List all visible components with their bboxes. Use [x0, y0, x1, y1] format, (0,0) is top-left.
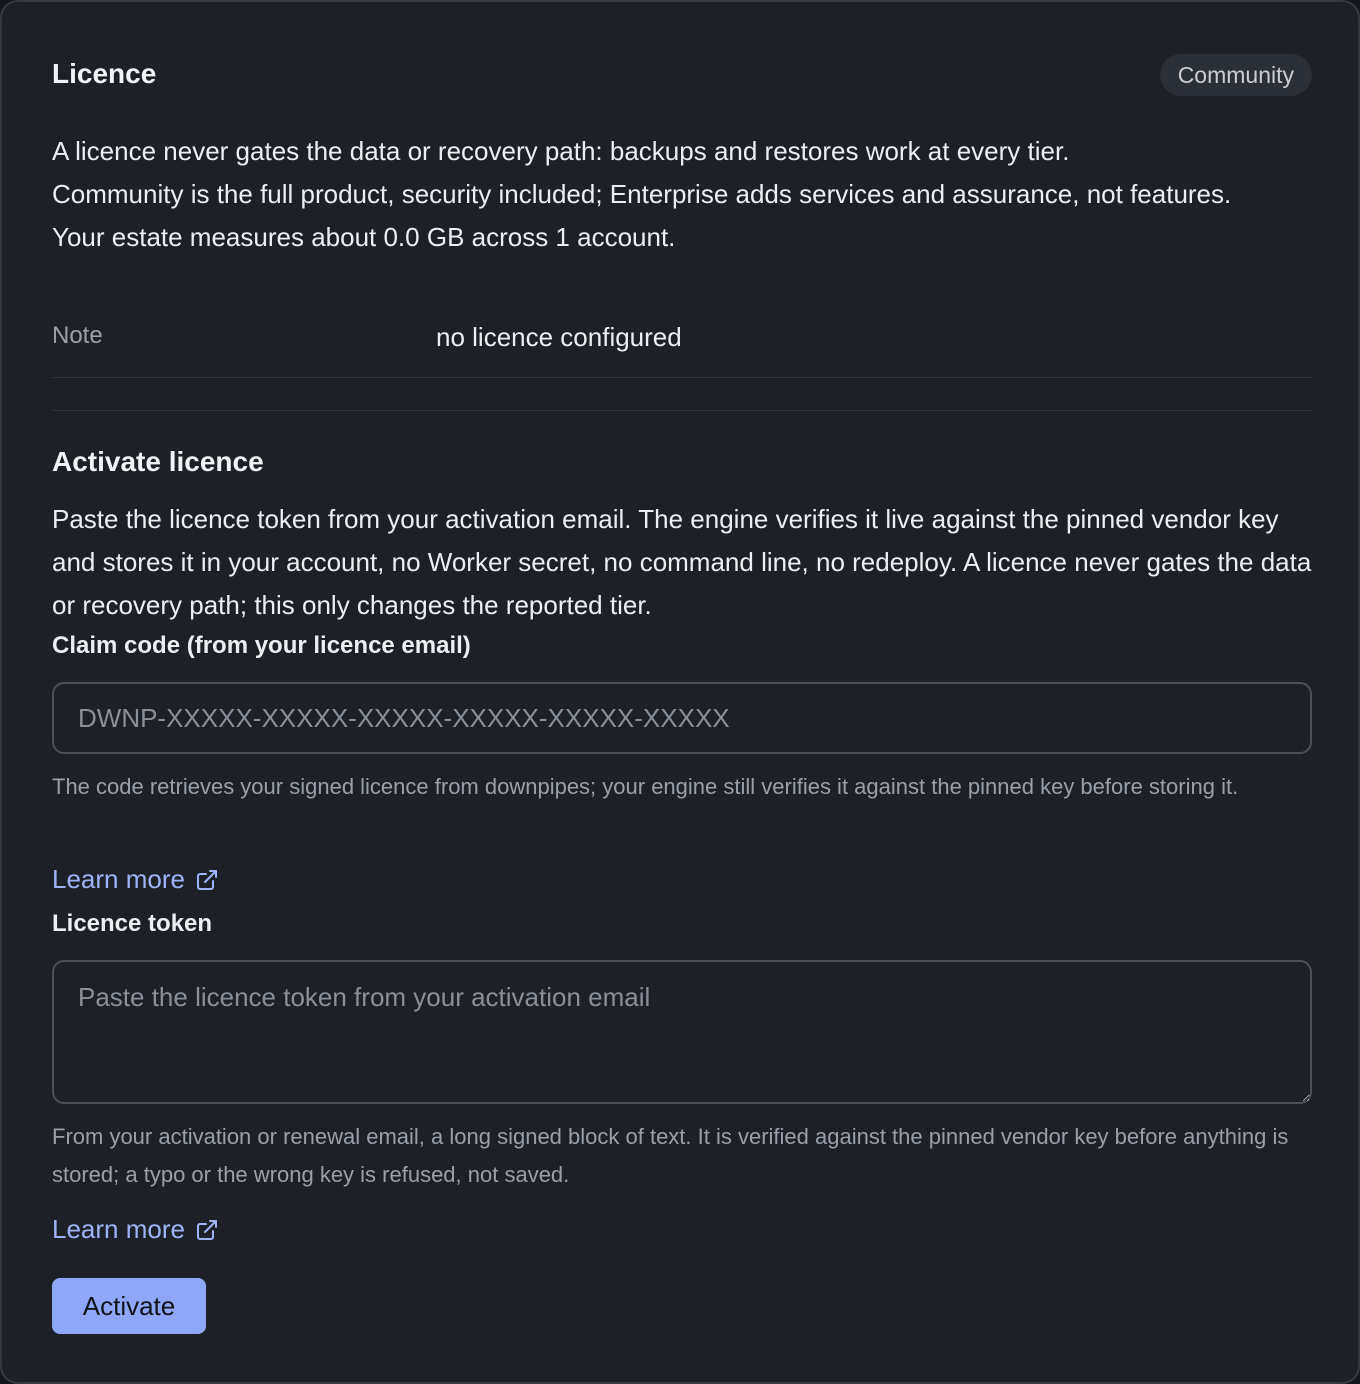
- activate-button[interactable]: Activate: [52, 1278, 206, 1334]
- licence-intro: [52, 130, 1312, 259]
- section-divider: [52, 410, 1312, 411]
- licence-token-help: From your activation or renewal email, a long signed block of text. It is verified against the pinned vendor key before anything is stored; a typo or the wrong key is refused, not saved.: [52, 1124, 1289, 1187]
- learn-more-link-claim[interactable]: [52, 864, 219, 895]
- claim-code-label: Claim code (from your licence email): [52, 632, 471, 659]
- intro-line-3: Your estate measures about 0.0 GB across 1 account.: [52, 222, 676, 252]
- tier-badge: Community: [1160, 54, 1312, 96]
- activate-description: Paste the licence token from your activation email. The engine verifies it live against the pinned vendor key and stores it in your account, no Worker secret, no command line, no redeploy. A licence never gates the data or recovery path; this only changes the reported tier.: [52, 504, 1312, 620]
- activate-title: Activate licence: [52, 446, 264, 477]
- claim-code-input[interactable]: [52, 682, 1312, 754]
- learn-more-link-token[interactable]: [52, 1214, 219, 1245]
- licence-header: [52, 54, 1312, 98]
- external-link-icon: [195, 868, 219, 892]
- learn-more-label: Learn more: [52, 864, 185, 894]
- note-label: Note: [52, 322, 103, 349]
- claim-code-help: The code retrieves your signed licence from downpipes; your engine still verifies it against the pinned key before storing it.: [52, 774, 1239, 799]
- intro-line-2: Community is the full product, security included; Enterprise adds services and assurance, not features.: [52, 179, 1232, 209]
- external-link-icon: [195, 1218, 219, 1242]
- note-value: no licence configured: [436, 322, 682, 352]
- learn-more-label: Learn more: [52, 1214, 185, 1244]
- licence-title: Licence: [52, 58, 157, 89]
- licence-token-label: Licence token: [52, 910, 213, 937]
- licence-token-input[interactable]: [52, 960, 1312, 1104]
- intro-line-1: A licence never gates the data or recovery path: backups and restores work at every tier.: [52, 136, 1070, 166]
- note-row: [52, 318, 1312, 378]
